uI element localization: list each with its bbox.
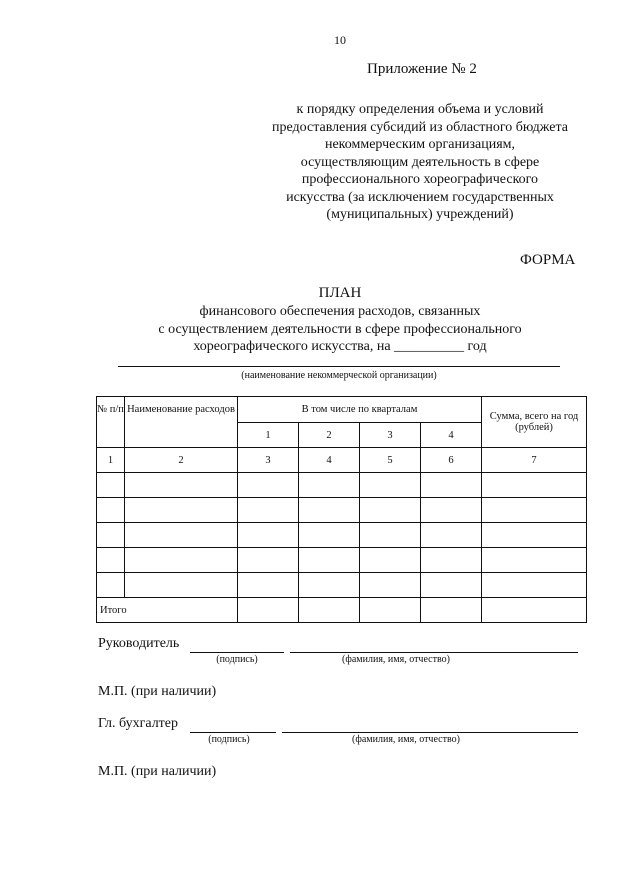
table-row: [97, 473, 587, 498]
total-label: Итого: [97, 598, 238, 623]
accountant-signature-line: [190, 732, 276, 733]
table-cell: [421, 498, 482, 523]
table-cell: [125, 523, 238, 548]
table-cell: [360, 498, 421, 523]
table-cell: [360, 573, 421, 598]
appendix-line: (муниципальных) учреждений): [326, 207, 514, 222]
table-cell: [238, 498, 299, 523]
table-cell: [125, 473, 238, 498]
table-cell: [299, 573, 360, 598]
seal-label: М.П. (при наличии): [98, 764, 217, 779]
table-cell: [482, 498, 587, 523]
head-label: Руководитель: [98, 636, 180, 651]
table-cell: [360, 548, 421, 573]
appendix-line: некоммерческим организациям,: [324, 137, 516, 152]
column-number: 2: [125, 448, 238, 473]
table-cell: [238, 548, 299, 573]
table-cell: [97, 523, 125, 548]
table-cell: [238, 523, 299, 548]
table-cell: [299, 548, 360, 573]
table-cell: [125, 498, 238, 523]
appendix-line: искусства (за исключением государственных: [286, 189, 554, 205]
head-signature-line: [190, 652, 284, 653]
table-cell: [125, 548, 238, 573]
table-cell: [421, 473, 482, 498]
accountant-label: Гл. бухгалтер: [98, 716, 179, 731]
plan-subtitle-line: хореографического искусства, на __________ год: [193, 339, 487, 354]
table-cell: [299, 498, 360, 523]
form-label: ФОРМА: [520, 252, 576, 268]
table-cell: [482, 598, 587, 623]
appendix-line: к порядку определения объема и условий: [296, 102, 544, 117]
table-cell: [97, 498, 125, 523]
table-cell: [238, 573, 299, 598]
header-quarter-2: 2: [299, 423, 360, 448]
appendix-line: профессионального хореографического: [301, 172, 539, 187]
header-quarter-4: 4: [421, 423, 482, 448]
table-row: [97, 498, 587, 523]
table-cell: [97, 548, 125, 573]
table-cell: [238, 473, 299, 498]
column-number: 5: [360, 448, 421, 473]
table-cell: [482, 473, 587, 498]
appendix-line: осуществляющим деятельность в сфере: [300, 154, 540, 170]
total-row: [97, 598, 587, 623]
table-row: [97, 573, 587, 598]
table-row: [97, 548, 587, 573]
table-row: [97, 523, 587, 548]
head-fullname-caption: (фамилия, имя, отчество): [342, 654, 450, 665]
header-quarter-3: 3: [360, 423, 421, 448]
accountant-fullname-caption: (фамилия, имя, отчество): [352, 734, 460, 745]
table-cell: [360, 473, 421, 498]
accountant-fullname-line: [282, 732, 578, 733]
column-number: 1: [97, 448, 125, 473]
table-cell: [97, 473, 125, 498]
table-cell: [125, 573, 238, 598]
appendix-description: [255, 101, 585, 224]
appendix-line: предоставления субсидий из областного бюджета: [272, 119, 568, 135]
seal-label: М.П. (при наличии): [98, 684, 217, 699]
header-number: № п/п: [97, 397, 125, 448]
plan-table: [96, 396, 587, 623]
accountant-signature-caption: (подпись): [208, 734, 250, 745]
column-number: 6: [421, 448, 482, 473]
table-cell: [299, 523, 360, 548]
column-number: 3: [238, 448, 299, 473]
page-number: 10: [334, 33, 346, 47]
header-annual-sum: Сумма, всего на год (рублей): [482, 397, 587, 448]
organization-name-line: [118, 366, 560, 367]
table-cell: [360, 523, 421, 548]
table-cell: [482, 573, 587, 598]
table-cell: [97, 573, 125, 598]
column-number: 4: [299, 448, 360, 473]
header-expense-name: Наименование расходов: [125, 397, 238, 448]
column-number-row: [97, 448, 587, 473]
header-quarter-1: 1: [238, 423, 299, 448]
table-cell: [482, 548, 587, 573]
plan-title: ПЛАН: [318, 285, 362, 301]
organization-caption: (наименование некоммерческой организации): [241, 370, 437, 381]
appendix-title: Приложение № 2: [367, 61, 477, 77]
column-number: 7: [482, 448, 587, 473]
table-cell: [299, 598, 360, 623]
table-cell: [421, 573, 482, 598]
plan-subtitle: [70, 303, 610, 356]
head-fullname-line: [290, 652, 578, 653]
plan-subtitle-line: с осуществлением деятельности в сфере профессионального: [158, 321, 522, 337]
table-cell: [421, 598, 482, 623]
table-cell: [421, 548, 482, 573]
table-cell: [238, 598, 299, 623]
plan-subtitle-line: финансового обеспечения расходов, связанных: [199, 304, 481, 319]
table-cell: [482, 523, 587, 548]
table-cell: [299, 473, 360, 498]
table-cell: [360, 598, 421, 623]
table-cell: [421, 523, 482, 548]
header-quarters: В том числе по кварталам: [238, 397, 482, 423]
head-signature-caption: (подпись): [216, 654, 258, 665]
